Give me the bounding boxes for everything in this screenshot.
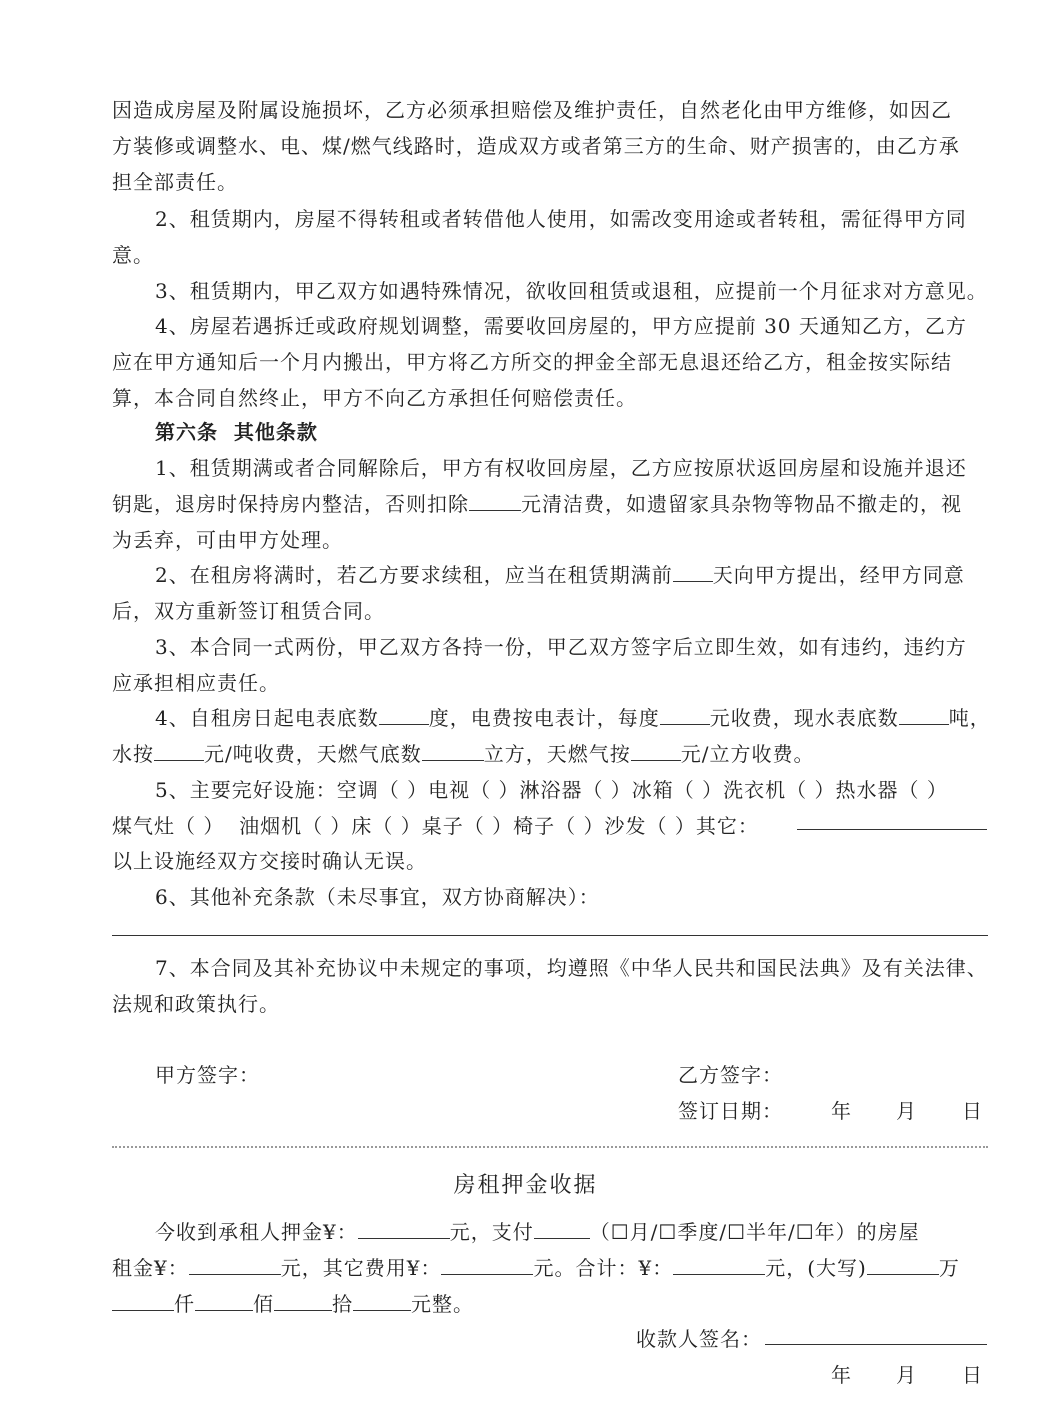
receipt-line: 今收到承租人押金¥： 元，支付 （☐月/☐季度/☐半年/☐年）的房屋 <box>155 1220 920 1244</box>
blank-field[interactable] <box>469 492 521 511</box>
shi-blank[interactable] <box>274 1292 332 1311</box>
bai-blank[interactable] <box>195 1292 253 1311</box>
text-line: 煤气灶（ ） 油烟机（ ）床（ ）桌子（ ）椅子（ ）沙发（ ）其它： <box>112 814 759 838</box>
blank-field[interactable] <box>422 742 484 761</box>
total-amount-blank[interactable] <box>673 1256 765 1275</box>
supplementary-terms-blank[interactable] <box>112 935 988 936</box>
text-line: 4、自租房日起电表底数 度，电费按电表计，每度 元收费，现水表底数 吨， <box>155 706 991 730</box>
text-line: 因造成房屋及附属设施损坏，乙方必须承担赔偿及维护责任，自然老化由甲方维修，如因乙 <box>112 98 952 122</box>
payment-blank[interactable] <box>534 1220 590 1239</box>
blank-field[interactable] <box>379 706 429 725</box>
text-line: 应在甲方通知后一个月内搬出，甲方将乙方所交的押金全部无息退还给乙方，租金按实际结 <box>112 350 952 374</box>
text-line: 法规和政策执行。 <box>112 992 280 1016</box>
other-fees-blank[interactable] <box>441 1256 533 1275</box>
text-line: 3、本合同一式两份，甲乙双方各持一份，甲乙双方签字后立即生效，如有违约，违约方 <box>155 635 967 659</box>
cut-line-divider <box>112 1146 988 1148</box>
text-line: 意。 <box>112 243 154 267</box>
text-line: 2、在租房将满时，若乙方要求续租，应当在租赁期满前 天向甲方提出，经甲方同意 <box>155 563 965 587</box>
deposit-amount-blank[interactable] <box>358 1220 450 1239</box>
text-line: 应承担相应责任。 <box>112 671 280 695</box>
blank-field[interactable] <box>660 706 710 725</box>
date-day: 日 <box>962 1099 983 1123</box>
blank-field[interactable] <box>673 563 713 582</box>
other-facilities-blank[interactable] <box>797 829 987 830</box>
wan-blank[interactable] <box>867 1256 939 1275</box>
rent-amount-blank[interactable] <box>189 1256 281 1275</box>
party-a-signature-label: 甲方签字： <box>155 1063 260 1087</box>
text-line: 方装修或调整水、电、煤/燃气线路时，造成双方或者第三方的生命、财产损害的，由乙方承 <box>112 134 960 158</box>
blank-field[interactable] <box>899 706 949 725</box>
receipt-date-day: 日 <box>962 1363 983 1387</box>
text-line: 水按 元/吨收费，天燃气底数 立方，天燃气按 元/立方收费。 <box>112 742 815 766</box>
receipt-line: 租金¥： 元，其它费用¥： 元。合计：¥： 元，(大写) 万 <box>112 1256 960 1280</box>
text-line: 1、租赁期满或者合同解除后，甲方有权收回房屋，乙方应按原状返回房屋和设施并退还 <box>155 456 967 480</box>
text-line: 2、租赁期内，房屋不得转租或者转借他人使用，如需改变用途或者转租，需征得甲方同 <box>155 207 967 231</box>
text-line: 6、其他补充条款（未尽事宜，双方协商解决）： <box>155 885 600 909</box>
yuan-blank[interactable] <box>353 1292 411 1311</box>
payee-signature-blank[interactable] <box>765 1344 987 1345</box>
text-line: 后，双方重新签订租赁合同。 <box>112 599 385 623</box>
receipt-line: 仟 佰 拾 元整。 <box>112 1291 474 1317</box>
party-b-signature-label: 乙方签字： <box>678 1063 783 1087</box>
text-line: 钥匙，退房时保持房内整洁，否则扣除 元清洁费，如遗留家具杂物等物品不撤走的，视 <box>112 492 962 516</box>
text-line: 担全部责任。 <box>112 170 238 194</box>
text-line: 3、租赁期内，甲乙双方如遇特殊情况，欲收回租赁或退租，应提前一个月征求对方意见。 <box>155 279 988 303</box>
receipt-date-year: 年 <box>831 1363 852 1387</box>
receipt-title: 房租押金收据 <box>453 1173 598 1198</box>
text-line: 算，本合同自然终止，甲方不向乙方承担任何赔偿责任。 <box>112 386 637 410</box>
qian-blank[interactable] <box>112 1292 174 1311</box>
text-line: 4、房屋若遇拆迁或政府规划调整，需要收回房屋的，甲方应提前 30 天通知乙方，乙方 <box>155 314 967 338</box>
text-line: 7、本合同及其补充协议中未规定的事项，均遵照《中华人民共和国民法典》及有关法律、 <box>155 956 988 980</box>
text-line: 为丢弃，可由甲方处理。 <box>112 528 343 552</box>
signing-date-label: 签订日期： <box>678 1099 783 1123</box>
date-month: 月 <box>896 1099 917 1123</box>
blank-field[interactable] <box>631 742 681 761</box>
section-heading: 第六条 其他条款 <box>155 420 318 444</box>
date-year: 年 <box>831 1099 852 1123</box>
blank-field[interactable] <box>154 742 204 761</box>
payee-signature-label: 收款人签名： <box>636 1327 762 1351</box>
receipt-date-month: 月 <box>896 1363 917 1387</box>
text-line: 5、主要完好设施：空调（ ）电视（ ）淋浴器（ ）冰箱（ ）洗衣机（ ）热水器（ ） <box>155 778 948 802</box>
text-line: 以上设施经双方交接时确认无误。 <box>112 849 427 873</box>
